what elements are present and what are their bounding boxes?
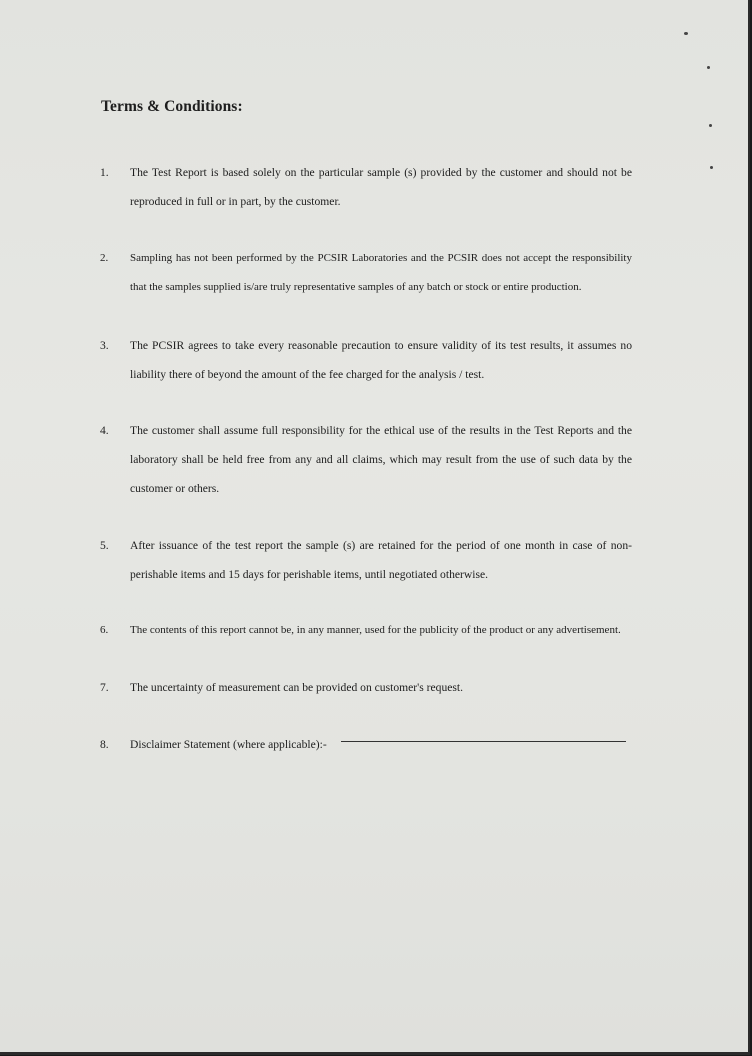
term-item-4 xyxy=(100,416,632,503)
term-item-6 xyxy=(100,616,632,645)
term-item-1 xyxy=(100,158,632,216)
paper-speck xyxy=(707,66,710,69)
term-number: 2. xyxy=(100,252,109,264)
term-text: The uncertainty of measurement can be provided on customer's request. xyxy=(130,681,464,694)
term-number: 6. xyxy=(100,624,109,636)
term-number: 1. xyxy=(100,166,109,179)
term-item-3 xyxy=(100,331,632,389)
term-number: 5. xyxy=(100,539,109,552)
term-text: The Test Report is based solely on the particular sample (s) provided by the customer and should not be reproduced in full or in part, by the customer. xyxy=(130,166,632,208)
paper-speck xyxy=(684,32,688,35)
paper-speck xyxy=(710,166,713,169)
term-item-8 xyxy=(100,730,632,759)
paper-speck xyxy=(709,124,712,127)
term-text: The customer shall assume full responsibility for the ethical use of the results in the Test Reports and the laboratory shall be held free from any and all claims, which may result from the use of such data by the customer or others. xyxy=(130,424,632,495)
term-text: The contents of this report cannot be, in any manner, used for the publicity of the product or any advertisement. xyxy=(130,624,621,636)
disclaimer-label: Disclaimer Statement (where applicable):- xyxy=(130,738,327,751)
term-text: Sampling has not been performed by the PCSIR Laboratories and the PCSIR does not accept the responsibility that the samples supplied is/are truly representative samples of any batch or stock or entire production. xyxy=(130,252,632,293)
term-item-5 xyxy=(100,531,632,589)
term-text-with-blank xyxy=(130,730,632,759)
term-number: 3. xyxy=(100,339,109,352)
disclaimer-blank-line xyxy=(341,741,626,742)
term-item-7 xyxy=(100,673,632,702)
term-item-2 xyxy=(100,244,632,302)
terms-heading: Terms & Conditions: xyxy=(101,98,243,115)
term-number: 7. xyxy=(100,681,109,694)
term-number: 4. xyxy=(100,424,109,437)
term-number: 8. xyxy=(100,738,109,751)
term-text: After issuance of the test report the sample (s) are retained for the period of one month in case of non-perishable items and 15 days for perishable items, until negotiated otherwise. xyxy=(130,539,632,581)
term-text: The PCSIR agrees to take every reasonable precaution to ensure validity of its test results, it assumes no liability there of beyond the amount of the fee charged for the analysis / test. xyxy=(130,339,632,381)
